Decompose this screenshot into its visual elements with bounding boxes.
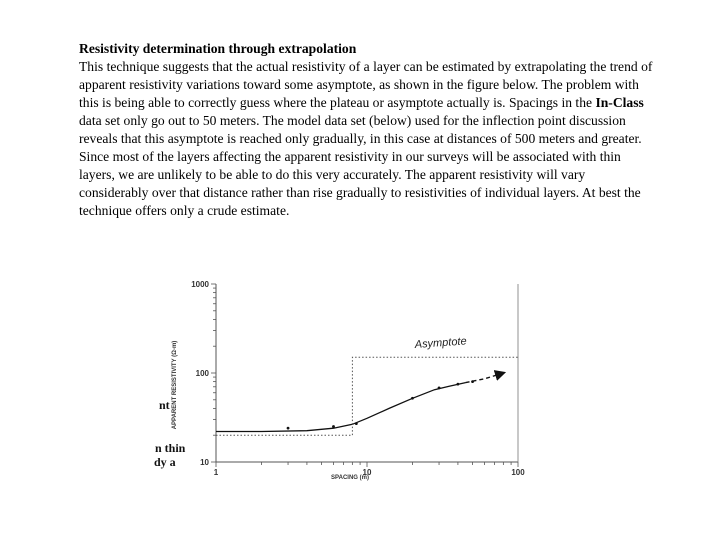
figure-fragment-1: nt (159, 398, 170, 412)
in-class-term: In-Class (595, 95, 644, 110)
section-heading: Resistivity determination through extrapolation (79, 41, 357, 56)
y-axis-label: APPARENT RESISTIVITY (Ω-m) (172, 340, 178, 430)
data-point (287, 427, 290, 430)
x-tick-label: 100 (511, 468, 525, 477)
fitted-curve (216, 383, 466, 432)
x-axis-label: SPACING (m) (331, 475, 369, 481)
body-paragraph (79, 58, 654, 220)
y-tick-label: 1000 (191, 280, 209, 289)
y-tick-label: 10 (200, 458, 209, 467)
tick-labels (191, 280, 525, 477)
figure-fragment-3: dy a (154, 455, 176, 469)
x-tick-label: 10 (362, 468, 372, 477)
paragraph-text-1: This technique suggests that the actual resistivity of a layer can be estimated by extrapolating the trend of apparent resistivity variations toward some asymptote, as shown in the figure below. The problem with this is being able to correctly guess where the plateau or asymptote actually is. Spacings in the (79, 59, 653, 110)
resistivity-plot (150, 275, 540, 485)
figure-fragment-2: n thin (155, 441, 186, 455)
paragraph-text-2: data set only go out to 50 meters. The model data set (below) used for the inflection point discussion reveals that this asymptote is reached only gradually, in this case at distances of 500 meters and greater. Since most of the layers affecting the apparent resistivity in our surveys will be associated with thin layers, we are unlikely to be able to do this very accurately. The apparent resistivity will vary considerably over that distance rather than rise gradually to resistivities of individual layers. At best the technique offers only a crude estimate. (79, 113, 642, 218)
x-tick-label: 1 (213, 468, 219, 477)
y-tick-label: 100 (195, 369, 209, 378)
layer-model-line (216, 357, 518, 435)
axis-ticks (211, 284, 518, 467)
data-marks (216, 357, 518, 435)
asymptote-annotation: Asymptote (414, 335, 468, 351)
